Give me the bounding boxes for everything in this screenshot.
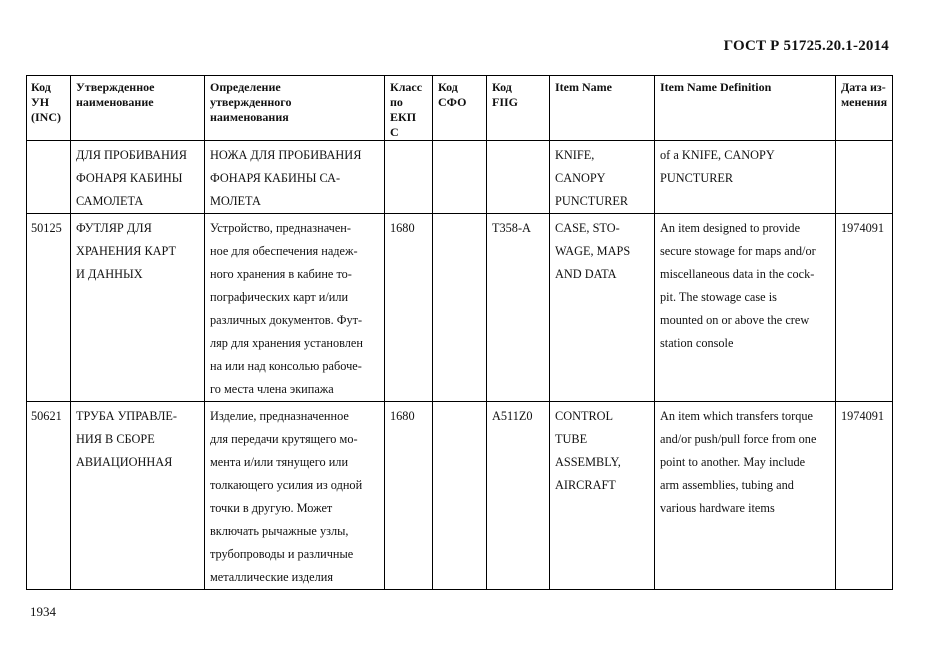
- cell-class-ekps: [385, 214, 433, 402]
- cell-line: ДЛЯ ПРОБИВАНИЯ: [76, 148, 187, 162]
- header-class-ekps: [385, 76, 433, 141]
- cell-line: CASE, STO-: [555, 221, 620, 235]
- cell-line: station console: [660, 336, 734, 350]
- cell-line: PUNCTURER: [555, 194, 629, 208]
- header-sfo-code: [433, 76, 487, 141]
- header-fiig-code: [487, 76, 550, 141]
- cell-line: НОЖА ДЛЯ ПРОБИВАНИЯ: [210, 148, 362, 162]
- header-line: Код: [31, 80, 51, 94]
- header-line: наименование: [76, 95, 154, 109]
- cell-line: A511Z0: [492, 409, 533, 423]
- header-line: по: [390, 95, 403, 109]
- header-line: Код: [438, 80, 458, 94]
- cell-inc-code: [27, 402, 71, 590]
- header-line: Дата из-: [841, 80, 886, 94]
- header-line: УН: [31, 95, 50, 109]
- cell-line: various hardware items: [660, 501, 775, 515]
- table-header-row: [27, 76, 893, 141]
- cell-line: AIRCRAFT: [555, 478, 616, 492]
- cell-line: secure stowage for maps and/or: [660, 244, 816, 258]
- cell-line: T358-A: [492, 221, 531, 235]
- cell-name-definition: [205, 141, 385, 214]
- cell-line: на или над консолью рабоче-: [210, 359, 362, 373]
- cell-line: включать рычажные узлы,: [210, 524, 349, 538]
- cell-sfo-code: [433, 141, 487, 214]
- cell-line: 50621: [31, 409, 62, 423]
- cell-line: CANOPY: [555, 171, 606, 185]
- cell-line: го места члена экипажа: [210, 382, 334, 396]
- cell-line: TUBE: [555, 432, 588, 446]
- cell-line: различных документов. Фут-: [210, 313, 363, 327]
- header-line: СФО: [438, 95, 467, 109]
- cell-line: НИЯ В СБОРЕ: [76, 432, 155, 446]
- header-change-date: [836, 76, 893, 141]
- header-line: (INC): [31, 110, 61, 124]
- cell-line: 50125: [31, 221, 62, 235]
- header-line: наименования: [210, 110, 289, 124]
- header-name-definition: [205, 76, 385, 141]
- cell-item-name: [550, 141, 655, 214]
- cell-line: И ДАННЫХ: [76, 267, 143, 281]
- header-line: ЕКП: [390, 110, 417, 124]
- header-inc-code: [27, 76, 71, 141]
- cell-line: ное для обеспечения надеж-: [210, 244, 358, 258]
- cell-line: 1680: [390, 409, 415, 423]
- header-line: менения: [841, 95, 888, 109]
- document-code: ГОСТ Р 51725.20.1-2014: [723, 38, 889, 54]
- cell-line: точки в другую. Может: [210, 501, 333, 515]
- cell-line: 1974091: [841, 221, 885, 235]
- cell-line: pit. The stowage case is: [660, 290, 777, 304]
- cell-line: CONTROL: [555, 409, 614, 423]
- cell-line: ASSEMBLY,: [555, 455, 621, 469]
- table-row: [27, 141, 893, 214]
- page-number: 1934: [30, 604, 56, 619]
- header-line: Item Name: [555, 80, 612, 94]
- cell-approved-name: [71, 402, 205, 590]
- cell-class-ekps: [385, 402, 433, 590]
- header-line: Определение: [210, 80, 281, 94]
- cell-line: мента и/или тянущего или: [210, 455, 349, 469]
- cell-line: 1680: [390, 221, 415, 235]
- cell-line: САМОЛЕТА: [76, 194, 144, 208]
- cell-approved-name: [71, 141, 205, 214]
- cell-line: of a KNIFE, CANOPY: [660, 148, 775, 162]
- cell-line: АВИАЦИОННАЯ: [76, 455, 173, 469]
- cell-line: 1974091: [841, 409, 885, 423]
- cell-line: Устройство, предназначен-: [210, 221, 351, 235]
- cell-line: ного хранения в кабине то-: [210, 267, 352, 281]
- cell-line: пографических карт и/или: [210, 290, 349, 304]
- header-line: FIIG: [492, 95, 519, 109]
- cell-sfo-code: [433, 214, 487, 402]
- cell-line: ляр для хранения установлен: [210, 336, 363, 350]
- cell-line: An item which transfers torque: [660, 409, 813, 423]
- cell-sfo-code: [433, 402, 487, 590]
- cell-line: mounted on or above the crew: [660, 313, 810, 327]
- cell-change-date: [836, 214, 893, 402]
- cell-line: and/or push/pull force from one: [660, 432, 817, 446]
- cell-line: miscellaneous data in the cock-: [660, 267, 815, 281]
- cell-change-date: [836, 141, 893, 214]
- table-row: [27, 402, 893, 590]
- cell-line: ФОНАРЯ КАБИНЫ: [76, 171, 183, 185]
- cell-item-name: [550, 402, 655, 590]
- cell-line: WAGE, MAPS: [555, 244, 631, 258]
- cell-name-definition: [205, 402, 385, 590]
- header-item-name-definition: [655, 76, 836, 141]
- cell-item-name-definition: [655, 214, 836, 402]
- cell-line: МОЛЕТА: [210, 194, 261, 208]
- cell-line: KNIFE,: [555, 148, 595, 162]
- cell-line: металлические изделия: [210, 570, 333, 584]
- header-line: утвержденного: [210, 95, 292, 109]
- header-line: Item Name Definition: [660, 80, 772, 94]
- cell-name-definition: [205, 214, 385, 402]
- cell-class-ekps: [385, 141, 433, 214]
- cell-item-name: [550, 214, 655, 402]
- cell-line: ТРУБА УПРАВЛЕ-: [76, 409, 178, 423]
- cell-inc-code: [27, 141, 71, 214]
- cell-fiig-code: [487, 214, 550, 402]
- table-row: [27, 214, 893, 402]
- cell-line: для передачи крутящего мо-: [210, 432, 358, 446]
- cell-line: ФОНАРЯ КАБИНЫ СА-: [210, 171, 341, 185]
- cell-line: Изделие, предназначенное: [210, 409, 349, 423]
- cell-line: An item designed to provide: [660, 221, 801, 235]
- cell-line: ФУТЛЯР ДЛЯ: [76, 221, 152, 235]
- cell-line: AND DATA: [555, 267, 617, 281]
- header-line: Утвержденное: [76, 80, 155, 94]
- cell-inc-code: [27, 214, 71, 402]
- specification-table: [26, 75, 893, 590]
- header-line: Код: [492, 80, 512, 94]
- cell-item-name-definition: [655, 402, 836, 590]
- header-item-name: [550, 76, 655, 141]
- cell-line: трубопроводы и различные: [210, 547, 354, 561]
- cell-change-date: [836, 402, 893, 590]
- cell-line: PUNCTURER: [660, 171, 734, 185]
- cell-fiig-code: [487, 141, 550, 214]
- cell-line: ХРАНЕНИЯ КАРТ: [76, 244, 177, 258]
- cell-line: point to another. May include: [660, 455, 806, 469]
- cell-item-name-definition: [655, 141, 836, 214]
- cell-approved-name: [71, 214, 205, 402]
- cell-fiig-code: [487, 402, 550, 590]
- cell-line: arm assemblies, tubing and: [660, 478, 794, 492]
- cell-line: толкающего усилия из одной: [210, 478, 363, 492]
- header-approved-name: [71, 76, 205, 141]
- header-line: С: [390, 125, 399, 139]
- header-line: Класс: [390, 80, 423, 94]
